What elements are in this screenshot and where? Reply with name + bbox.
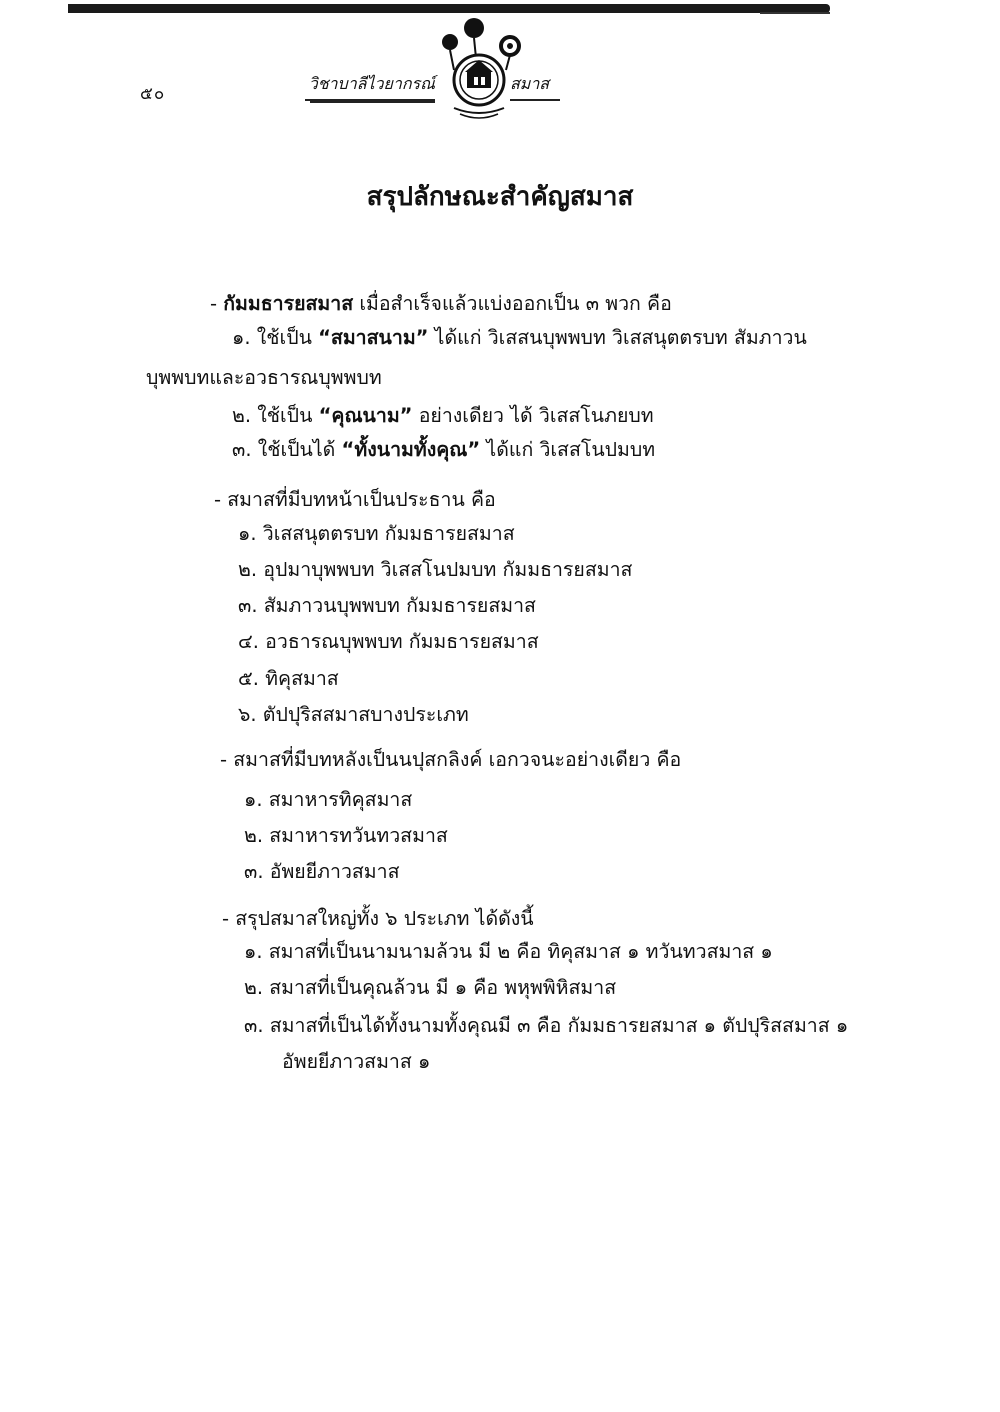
item-post: ได้แก่ วิเสสนบุพพบท วิเสสนุตตรบท สัมภาวน	[428, 326, 807, 349]
item-text: ตัปปุริสสมาสบางประเภท	[262, 703, 469, 726]
item-text: อัพยยีภาวสมาส	[269, 860, 400, 883]
item-text: สมาสที่เป็นได้ทั้งนามทั้งคุณมี ๓ คือ กัมมธารยสมาส ๑ ตัปปุริสสมาส ๑	[269, 1014, 849, 1037]
header-rule-thin	[760, 12, 830, 14]
item-text: สมาสที่เป็นคุณล้วน มี ๑ คือ พหุพพิหิสมาส	[269, 976, 617, 999]
item-number: ๑.	[238, 522, 257, 545]
list-item	[238, 554, 632, 585]
item-text: สมาหารทิคุสมาส	[268, 788, 413, 811]
list-item	[244, 972, 616, 1003]
list-item-continuation: อัพยยีภาวสมาส ๑	[282, 1050, 431, 1073]
list-item	[244, 784, 412, 815]
list-item	[238, 699, 469, 730]
item-number: ๓.	[232, 438, 252, 461]
bullet: -	[214, 488, 222, 511]
header-left-title: วิชาบาลีไวยากรณ์	[305, 72, 435, 101]
section-heading	[220, 744, 681, 775]
item-number: ๓.	[244, 1014, 264, 1037]
list-item	[244, 820, 448, 851]
page-number: ๕๐	[140, 84, 166, 104]
list-item	[232, 400, 654, 431]
section-heading	[214, 484, 496, 515]
list-item	[244, 1010, 848, 1041]
list-item	[244, 856, 400, 887]
header-left-underline	[310, 101, 435, 103]
item-number: ๒.	[232, 404, 252, 427]
item-number: ๕.	[238, 667, 259, 690]
item-number: ๓.	[238, 594, 258, 617]
heading-text: สมาสที่มีบทหน้าเป็นประธาน คือ	[227, 488, 496, 511]
item-number: ๔.	[238, 630, 259, 653]
temple-seal-logo-icon	[432, 14, 532, 124]
list-item	[232, 434, 655, 465]
page-title: สรุปลักษณะสำคัญสมาส	[366, 182, 634, 212]
item-number: ๑.	[244, 940, 263, 963]
item-number: ๒.	[244, 824, 264, 847]
item-text: อุปมาบุพพบท วิเสสโนปมบท กัมมธารยสมาส	[263, 558, 633, 581]
item-number: ๒.	[238, 558, 258, 581]
item-text: ทิคุสมาส	[265, 667, 339, 690]
item-text: สมาสที่เป็นนามนามล้วน มี ๒ คือ ทิคุสมาส ๑ ทวันทวสมาส ๑	[268, 940, 773, 963]
bullet: -	[210, 292, 218, 315]
item-text: สมาหารทวันทวสมาส	[269, 824, 448, 847]
section-heading	[210, 288, 672, 319]
item-number: ๒.	[244, 976, 264, 999]
item-bold: “ทั้งนามทั้งคุณ”	[341, 438, 481, 461]
item-number: ๑.	[232, 326, 251, 349]
item-post: ได้แก่ วิเสสโนปมบท	[480, 438, 656, 461]
header-right-title: สมาส	[510, 72, 560, 101]
heading-bold: กัมมธารยสมาส	[223, 292, 354, 315]
item-number: ๖.	[238, 703, 257, 726]
list-item	[238, 663, 339, 694]
item-text: อวธารณบุพพบท กัมมธารยสมาส	[265, 630, 539, 653]
item-bold: “สมาสนาม”	[318, 326, 429, 349]
item-number: ๓.	[244, 860, 264, 883]
list-item	[238, 626, 539, 657]
heading-text: สมาสที่มีบทหลังเป็นนปุสกลิงค์ เอกวจนะอย่างเดียว คือ	[233, 748, 682, 771]
list-item	[244, 936, 773, 967]
list-item-continuation: บุพพบทและอวธารณบุพพบท	[146, 366, 382, 389]
heading-text: เมื่อสำเร็จแล้วแบ่งออกเป็น ๓ พวก คือ	[353, 292, 672, 315]
item-text: วิเสสนุตตรบท กัมมธารยสมาส	[262, 522, 515, 545]
section-heading	[222, 903, 534, 934]
list-item	[238, 518, 515, 549]
bullet: -	[222, 907, 230, 930]
header-rule	[68, 4, 830, 13]
list-item	[232, 322, 807, 353]
item-bold: “คุณนาม”	[318, 404, 413, 427]
item-text: สัมภาวนบุพพบท กัมมธารยสมาส	[263, 594, 536, 617]
item-pre: ใช้เป็น	[257, 404, 319, 427]
item-post: อย่างเดียว ได้ วิเสสโนภยบท	[412, 404, 654, 427]
list-item	[238, 590, 536, 621]
bullet: -	[220, 748, 228, 771]
heading-text: สรุปสมาสใหญ่ทั้ง ๖ ประเภท ได้ดังนี้	[235, 907, 534, 930]
item-pre: ใช้เป็นได้	[257, 438, 342, 461]
item-pre: ใช้เป็น	[256, 326, 319, 349]
item-number: ๑.	[244, 788, 263, 811]
